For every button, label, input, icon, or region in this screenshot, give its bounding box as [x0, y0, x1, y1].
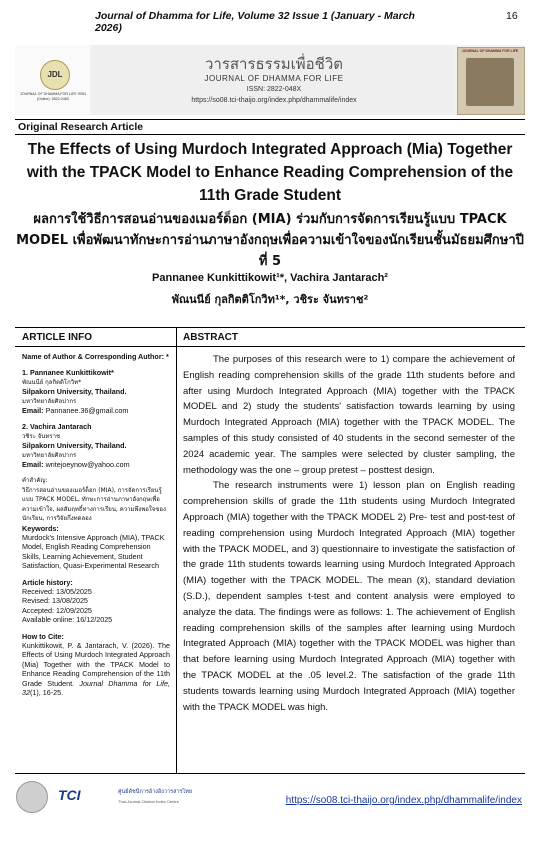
cover-title: JOURNAL OF DHAMMA FOR LIFE [461, 49, 519, 53]
author1-name: 1. Pannanee Kunkittikowit* [22, 368, 114, 378]
author2-email[interactable]: writejoeynow@yahoo.com [45, 460, 130, 470]
article-info-panel [22, 352, 170, 697]
running-header: Journal of Dhamma for Life, Volume 32 Issue 1 (January - March 2026) [95, 10, 415, 34]
divider [15, 134, 525, 135]
authors-thai: พัณนนีย์ กุลกิตติโกวิท¹*, วชิระ จันทราช² [171, 293, 369, 306]
tci-logo: TCI [58, 787, 81, 803]
author1-affiliation-thai: มหาวิทยาลัยศิลปากร [22, 397, 77, 405]
cover-picture [466, 58, 514, 106]
logo-caption: JOURNAL OF DHAMMA FOR LIFE ISSN (Online): 2822-048X [20, 92, 86, 101]
citation [22, 641, 170, 697]
author2-affiliation-thai: มหาวิทยาลัยศิลปากร [22, 451, 77, 459]
divider [15, 327, 525, 328]
received-date: Received: 13/05/2025 [22, 586, 92, 596]
journal-english-title: JOURNAL OF DHAMMA FOR LIFE [204, 74, 344, 83]
divider [15, 346, 176, 347]
authors-english: Pannanee Kunkittikowit¹*, Vachira Jantarach² [152, 272, 388, 284]
author1-email-line [22, 406, 170, 415]
column-divider [176, 327, 177, 773]
email-label: Email: [22, 406, 44, 416]
citation-journal: Journal Dhamma for Life, 32 [22, 678, 170, 697]
keywords: Murdock's Intensive Approach (MIA), TPACK Model, English Reading Comprehension Skills, Learning Achievement, Student Satisfaction, Quasi-Experimental Research [22, 532, 165, 571]
cite-label: How to Cite: [22, 631, 64, 641]
author1-thai-name: พัณนนีย์ กุลกิตติโกวิท* [22, 378, 82, 386]
available-date: Available online: 16/12/2025 [22, 615, 113, 625]
journal-issn: ISSN: 2822-048X [246, 86, 302, 93]
divider [15, 119, 525, 120]
keywords-label: Keywords: [22, 523, 59, 533]
article-title-english: The Effects of Using Murdoch Integrated Approach (Mia) Together with the TPACK Model to Enhance Reading Comprehension of the 11th Grade Student [26, 141, 514, 204]
accepted-date: Accepted: 12/09/2025 [22, 605, 92, 615]
divider [15, 773, 525, 774]
journal-url[interactable]: https://so08.tci-thaijo.org/index.php/dhammalife/index [191, 97, 357, 104]
abstract-paragraph-2: The research instruments were 1) lesson plan on English reading comprehension skills of grade the 11th students using Murdoch Integrated Approach (MIA) together with the TPACK MODEL 2) Pre- test and post-test of reading comprehension using Murdoch Integrated Approach (MIA) together with the TPACK MODEL, and 3) questionnaire to investigate the satisfaction of the grade 11th students towards learning using Murdoch Integrated Approach (MIA) together with the TPACK MODEL. The mean (x̄), standard deviation (S.D.), dependent samples t-test and content analysis were employed to analyze the data. The findings were as follows: 1. The achievement of English reading comprehension skills of the samples after learning using Murdoch Integrated Approach (MIA) together with the TPACK MODEL was higher than that before learning using Murdoch Integrated Approach (MIA) together with the TPACK MODEL at the .05 level.2. The satisfaction of the grade 11th students towards learning using Murdoch Integrated Approach (MIA) together with the TPACK MODEL was high. [183, 480, 515, 713]
thai-keywords: วิธีการสอนอ่านของเมอร์ด็อก (MIA), การจัดการเรียนรู้แบบ TPACK MODEL, ทักษะการอ่านภาษาอังกฤษเพื่อความเข้าใจ, ผลสัมฤทธิ์ทางการเรียน, ความพึงพอใจของนักเรียน, การวิจัยกึ่งทดลอง [22, 486, 166, 523]
author2-affiliation: Silpakorn University, Thailand. [22, 441, 127, 451]
author2-name: 2. Vachira Jantarach [22, 422, 92, 432]
author2-thai-name: วชิระ จันทราช [22, 432, 61, 440]
page-number: 16 [506, 10, 518, 22]
abstract-paragraph-1: The purposes of this research were to 1) compare the achievement of English reading comprehension skills of the grade 11th students before and after using Murdoch Integrated Approach (MIA) together with the TPACK MODEL and 2) study the students' satisfaction towards learning by using Murdoch Integrated Approach (MIA) together with the TPACK MODEL. The samples of this study consisted of 40 students in the second semester of the 2024 academic year. The samples were selected by cluster sampling, the methodology was the one – group pretest – posttest design. [183, 354, 515, 476]
author-label: Name of Author & Corresponding Author: * [22, 352, 169, 361]
journal-thai-title: วารสารธรรมเพื่อชีวิต [204, 55, 344, 73]
author1-affiliation: Silpakorn University, Thailand. [22, 387, 127, 397]
revised-date: Revised: 13/08/2025 [22, 596, 88, 606]
author2-email-line [22, 460, 170, 469]
article-type: Original Research Article [18, 121, 144, 133]
author1-email[interactable]: Pannanee.36@gmail.com [45, 406, 129, 416]
article-info-heading: ARTICLE INFO [22, 332, 92, 343]
citation-tail: (1), 16-25. [30, 688, 64, 697]
divider [177, 346, 525, 347]
tci-thai-name: ศูนย์ดัชนีการอ้างอิงวารสารไทย [118, 789, 193, 795]
abstract-body [183, 352, 515, 715]
thai-keywords-label: คำสำคัญ: [22, 477, 48, 485]
journal-logo: JDL [40, 60, 70, 90]
article-title-thai: ผลการใช้วิธีการสอนอ่านของเมอร์ด็อก (MIA) ร่วมกับการจัดการเรียนรู้แบบ TPACK MODEL เพื่อพัฒนาทักษะการอ่านภาษาอังกฤษเพื่อความเข้าใจของนักเรียนชั้นมัธยมศึกษาปีที่ 5 [16, 212, 524, 269]
tci-english-name: Thai-Journal Citation Index Centre [118, 799, 179, 804]
abstract-heading: ABSTRACT [183, 332, 238, 343]
footer-seal-icon [16, 781, 48, 813]
footer-url-link[interactable]: https://so08.tci-thaijo.org/index.php/dhammalife/index [285, 795, 522, 806]
citation-text: Kunkittikowit, P. & Jantarach, V. (2026). The Effects of Using Murdoch Integrated Approach (Mia) Together with the TPACK Model to Enhance Reading Comprehension of the 11th Grade Student. [22, 640, 170, 688]
history-label: Article history: [22, 577, 73, 587]
email-label: Email: [22, 460, 44, 470]
